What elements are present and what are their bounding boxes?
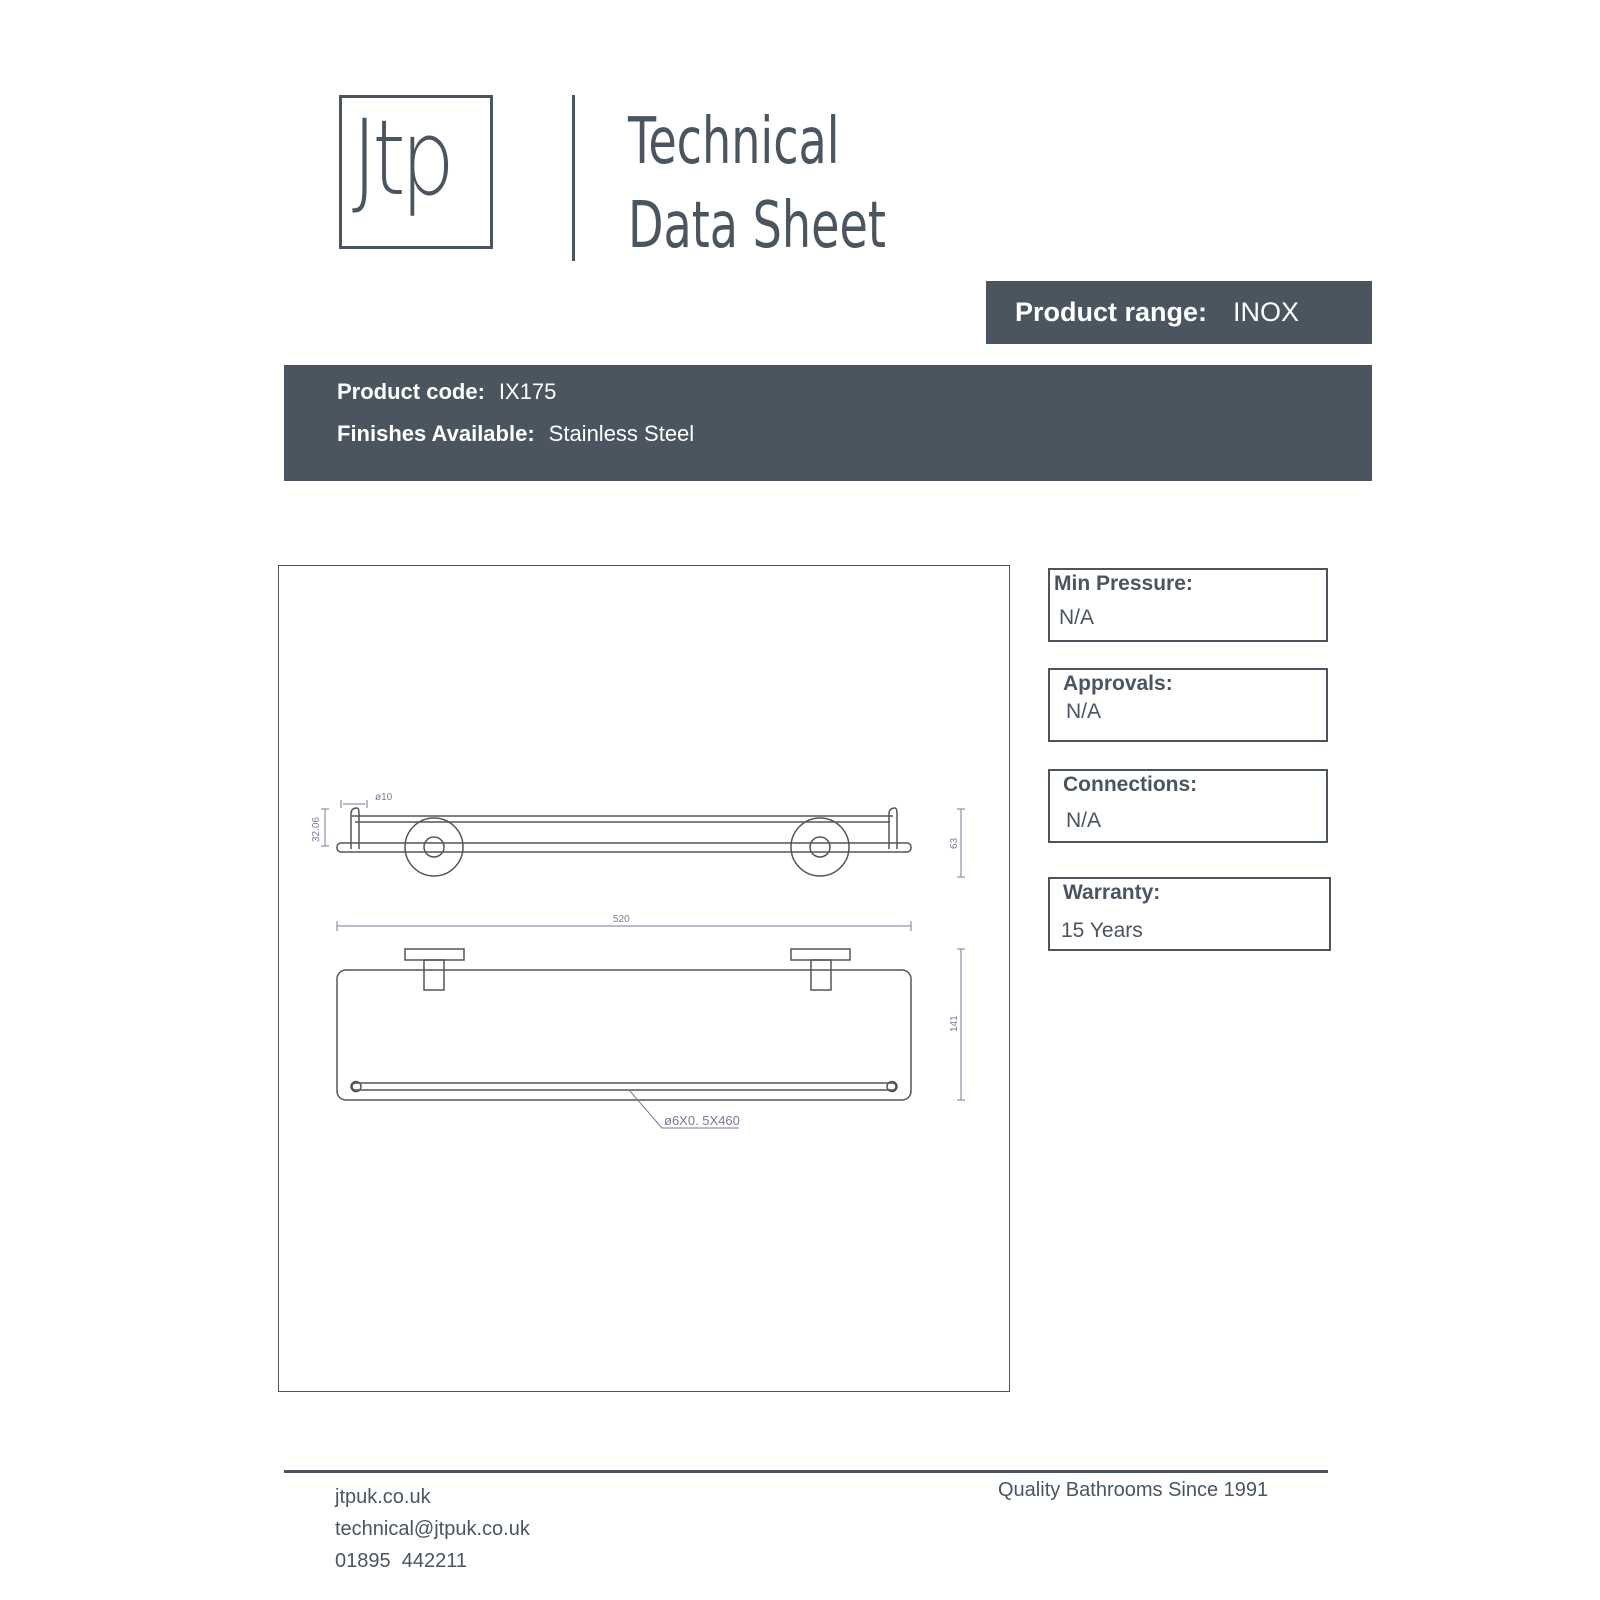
jtp-logo: [339, 95, 493, 249]
footer-phone: 01895 442211: [335, 1550, 467, 1572]
logo-text: Jtp: [352, 97, 450, 219]
spec-label: Approvals:: [1063, 672, 1173, 695]
dim-rail-spec: ø6X0. 5X460: [664, 1113, 740, 1128]
spec-warranty: [1048, 877, 1331, 951]
spec-connections: [1048, 769, 1328, 843]
side-bracket-right: [791, 818, 849, 876]
footer-website[interactable]: jtpuk.co.uk: [335, 1486, 431, 1508]
footer-email[interactable]: technical@jtpuk.co.uk: [335, 1518, 530, 1540]
product-info-bar: [284, 365, 1372, 481]
dim-rod-diameter: ø10: [375, 792, 393, 803]
dim-depth-plan: 141: [949, 1015, 960, 1032]
dim-rail-height: 32.06: [311, 816, 322, 842]
side-bracket-left: [405, 818, 463, 876]
product-range-value: INOX: [1233, 297, 1300, 327]
spec-min-pressure: [1048, 568, 1328, 642]
finishes-value: Stainless Steel: [548, 421, 695, 446]
product-code-row: [337, 377, 1372, 419]
spec-value: N/A: [1059, 606, 1095, 629]
spec-label: Warranty:: [1063, 881, 1161, 904]
side-glass-profile: [337, 843, 911, 852]
spec-value: N/A: [1066, 700, 1102, 723]
header-divider: [572, 95, 575, 261]
footer-rule: [284, 1470, 1328, 1473]
plan-bracket-right: [791, 949, 850, 960]
dim-width: 520: [613, 914, 630, 925]
footer-contact: [335, 1481, 530, 1577]
document-title: [628, 100, 886, 268]
product-range-label: Product range:: [1015, 297, 1208, 327]
finishes-row: [337, 419, 1372, 461]
technical-drawing: [279, 566, 1011, 1393]
finishes-label: Finishes Available:: [337, 421, 535, 446]
spec-label: Connections:: [1063, 773, 1198, 796]
footer-tagline: Quality Bathrooms Since 1991: [998, 1479, 1269, 1501]
spec-label: Min Pressure:: [1054, 572, 1193, 595]
dim-depth-side: 63: [949, 837, 960, 849]
product-code-label: Product code:: [337, 379, 485, 404]
product-code-value: IX175: [498, 379, 557, 404]
title-line-1: Technical: [628, 105, 840, 179]
title-line-2: Data Sheet: [628, 189, 886, 263]
technical-drawing-frame: [278, 565, 1010, 1392]
spec-value: 15 Years: [1061, 919, 1143, 942]
plan-bracket-left: [405, 949, 464, 960]
product-range-bar: [986, 281, 1372, 344]
plan-front-rail: [352, 1083, 896, 1090]
spec-value: N/A: [1066, 809, 1102, 832]
spec-approvals: [1048, 668, 1328, 742]
